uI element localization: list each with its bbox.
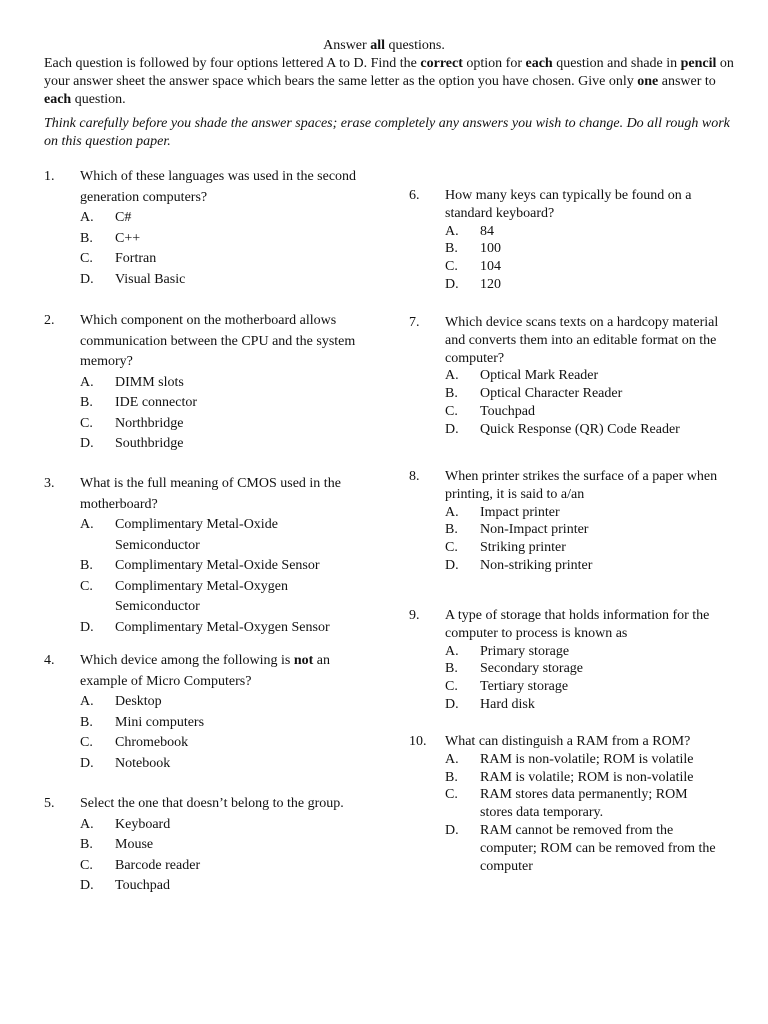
option-text: RAM is non-volatile; ROM is volatile	[480, 751, 694, 767]
option-d	[409, 822, 739, 875]
option-text: Barcode reader	[115, 857, 201, 873]
question-6	[409, 187, 739, 294]
option-text: RAM cannot be removed from the computer; ROM can be removed from the computer	[480, 822, 716, 874]
option-a	[44, 373, 374, 394]
question-2	[44, 311, 374, 455]
option-letter: C.	[80, 578, 93, 594]
option-text: 84	[480, 223, 494, 239]
question-number: 2.	[44, 313, 55, 328]
option-text: Hard disk	[480, 696, 535, 712]
option-letter: A.	[445, 223, 459, 239]
italic-note: Think carefully before you shade the answer spaces; erase completely any answers you wish to change. Do all rough work on this question paper.	[44, 116, 730, 149]
instr-bold: pencil	[680, 56, 717, 71]
option-text: Touchpad	[115, 878, 171, 893]
option-text: Quick Response (QR) Code Reader	[480, 421, 680, 437]
option-text: Mini computers	[115, 714, 205, 730]
option-text: RAM stores data permanently; ROM stores data temporary.	[480, 787, 688, 821]
option-text: Northbridge	[115, 415, 184, 431]
option-text: Visual Basic	[115, 271, 186, 287]
instr-bold: correct	[420, 56, 463, 71]
instr-part: question and shade in	[552, 56, 681, 71]
option-d	[44, 618, 374, 639]
option-letter: D.	[80, 619, 94, 635]
option-text: Chromebook	[115, 735, 189, 750]
question-number: 6.	[409, 188, 420, 203]
option-text: Desktop	[115, 694, 162, 709]
question-1	[44, 167, 374, 290]
option-letter: D.	[80, 436, 94, 451]
title-text: Answer	[323, 38, 371, 53]
option-letter: B.	[80, 558, 93, 573]
question-text: Which component on the motherboard allows communication between the CPU and the system memory?	[80, 313, 356, 369]
option-letter: B.	[445, 241, 458, 257]
option-text: 120	[480, 276, 501, 292]
option-a	[44, 692, 374, 713]
option-letter: D.	[80, 878, 94, 893]
option-text: Primary storage	[480, 643, 570, 659]
title-text-end: questions.	[384, 38, 445, 53]
option-c	[409, 678, 739, 696]
option-letter: A.	[80, 517, 94, 532]
question-8	[409, 468, 739, 575]
instr-part: Each question is followed by four options lettered A to D. Find the	[44, 56, 421, 71]
question-number: 10.	[409, 734, 427, 749]
option-c	[409, 258, 739, 276]
instr-part: option for	[462, 56, 526, 71]
option-d	[44, 754, 374, 775]
option-b	[409, 521, 739, 539]
option-c	[44, 249, 374, 270]
option-letter: D.	[445, 276, 459, 292]
option-text: Non-striking printer	[480, 557, 593, 573]
question-number: 7.	[409, 315, 420, 330]
question-text: Which device scans texts on a hardcopy material and converts them into an editable format on the computer?	[445, 315, 719, 366]
option-letter: C.	[445, 259, 458, 275]
question-9	[409, 607, 739, 714]
instr-bold: each	[525, 56, 553, 71]
instr-bold: each	[44, 92, 72, 107]
instr-part: question.	[71, 92, 126, 107]
option-letter: C.	[80, 251, 93, 266]
option-text: Optical Mark Reader	[480, 368, 599, 384]
option-letter: C.	[445, 403, 458, 419]
instr-bold: one	[637, 74, 659, 89]
option-text: Mouse	[115, 837, 154, 852]
option-c	[44, 733, 374, 754]
option-a	[409, 504, 739, 522]
question-number: 8.	[409, 469, 420, 484]
question-number: 3.	[44, 476, 55, 491]
option-letter: C.	[445, 679, 458, 695]
option-a	[409, 751, 739, 769]
question-text: What is the full meaning of CMOS used in the motherboard?	[80, 476, 341, 512]
option-text: Touchpad	[480, 403, 536, 419]
option-text: Notebook	[115, 755, 171, 771]
option-text: Secondary storage	[480, 661, 584, 677]
option-letter: C.	[80, 735, 93, 750]
option-letter: B.	[445, 386, 458, 402]
option-a	[44, 208, 374, 229]
instr-part: on your answer sheet the answer space which bears the same letter as the option you have chosen. Give only	[44, 56, 734, 89]
option-b	[44, 393, 374, 414]
option-text: Optical Character Reader	[480, 386, 623, 402]
option-b	[409, 660, 739, 678]
option-letter: A.	[445, 504, 459, 520]
option-letter: D.	[445, 822, 459, 838]
option-letter: B.	[445, 769, 458, 785]
title-bold-text: all	[370, 38, 385, 53]
option-text: Complimentary Metal-Oxygen Sensor	[115, 619, 330, 635]
option-d	[409, 421, 739, 439]
page-title	[0, 37, 768, 55]
question-text: How many keys can typically be found on a standard keyboard?	[445, 188, 692, 221]
option-text: 100	[480, 241, 501, 257]
question-text-part: Which device among the following is	[80, 653, 294, 668]
option-letter: B.	[80, 837, 93, 852]
option-text: C#	[115, 210, 132, 225]
question-text-part: an example of Micro Computers?	[80, 653, 331, 689]
option-c	[409, 786, 739, 822]
option-b	[44, 835, 374, 856]
option-b	[44, 229, 374, 250]
option-letter: A.	[80, 374, 94, 390]
question-text: A type of storage that holds information for the computer to process is known as	[445, 608, 710, 641]
option-letter: B.	[80, 714, 93, 730]
question-number: 5.	[44, 796, 55, 811]
option-letter: B.	[80, 230, 93, 246]
option-letter: A.	[445, 643, 459, 659]
option-letter: D.	[80, 755, 94, 771]
option-letter: D.	[445, 557, 459, 573]
option-a	[409, 643, 739, 661]
option-text: Striking printer	[480, 540, 566, 556]
option-d	[44, 270, 374, 291]
question-7	[409, 314, 739, 439]
option-b	[409, 385, 739, 403]
option-d	[44, 434, 374, 455]
question-5	[44, 794, 374, 897]
option-text: RAM is volatile; ROM is non-volatile	[480, 769, 694, 785]
option-a	[44, 815, 374, 836]
option-c	[409, 539, 739, 557]
option-letter: C.	[445, 540, 458, 556]
option-text: Keyboard	[115, 816, 171, 832]
option-letter: B.	[445, 661, 458, 677]
option-c	[409, 403, 739, 421]
option-text: Complimentary Metal-Oxide Semiconductor	[115, 517, 278, 553]
option-letter: A.	[80, 210, 94, 225]
option-letter: C.	[80, 415, 93, 431]
option-text: Fortran	[115, 251, 157, 266]
question-text: What can distinguish a RAM from a ROM?	[445, 734, 691, 749]
option-text: Non-Impact printer	[480, 522, 589, 538]
option-text: Complimentary Metal-Oxide Sensor	[115, 558, 320, 573]
option-d	[44, 876, 374, 897]
option-text: C++	[115, 230, 141, 246]
option-letter: D.	[445, 421, 459, 437]
option-a	[409, 223, 739, 241]
question-4	[44, 651, 374, 774]
option-c	[44, 856, 374, 877]
question-number: 9.	[409, 608, 420, 623]
option-letter: D.	[445, 696, 459, 712]
question-text	[80, 651, 374, 692]
option-text: 104	[480, 259, 501, 275]
option-b	[44, 713, 374, 734]
instr-part: answer to	[658, 74, 716, 89]
question-10	[409, 733, 739, 875]
question-text-bold: not	[293, 653, 314, 668]
option-letter: B.	[80, 395, 93, 410]
option-c	[44, 577, 374, 618]
question-text: When printer strikes the surface of a paper when printing, it is said to a/an	[445, 469, 718, 502]
option-text: Tertiary storage	[480, 679, 569, 695]
option-text: Southbridge	[115, 436, 184, 451]
option-text: DIMM slots	[115, 374, 184, 390]
option-letter: A.	[445, 751, 459, 767]
option-b	[409, 240, 739, 258]
option-letter: D.	[80, 271, 94, 287]
question-number: 4.	[44, 653, 55, 668]
option-letter: A.	[80, 694, 94, 709]
option-b	[44, 556, 374, 577]
option-letter: A.	[80, 816, 94, 832]
option-letter: C.	[80, 857, 93, 873]
question-3	[44, 474, 374, 638]
instructions	[44, 55, 734, 109]
option-text: Impact printer	[480, 504, 560, 520]
option-d	[409, 696, 739, 714]
option-d	[409, 276, 739, 294]
question-text: Which of these languages was used in the second generation computers?	[80, 169, 357, 205]
option-d	[409, 557, 739, 575]
option-b	[409, 769, 739, 787]
option-letter: A.	[445, 368, 459, 384]
option-c	[44, 414, 374, 435]
option-a	[409, 367, 739, 385]
option-text: Complimentary Metal-Oxygen Semiconductor	[115, 578, 289, 614]
option-letter: C.	[445, 787, 458, 803]
option-letter: B.	[445, 522, 458, 538]
question-number: 1.	[44, 169, 55, 184]
option-a	[44, 515, 374, 556]
question-text: Select the one that doesn’t belong to the group.	[80, 796, 344, 811]
option-text: IDE connector	[115, 395, 198, 410]
